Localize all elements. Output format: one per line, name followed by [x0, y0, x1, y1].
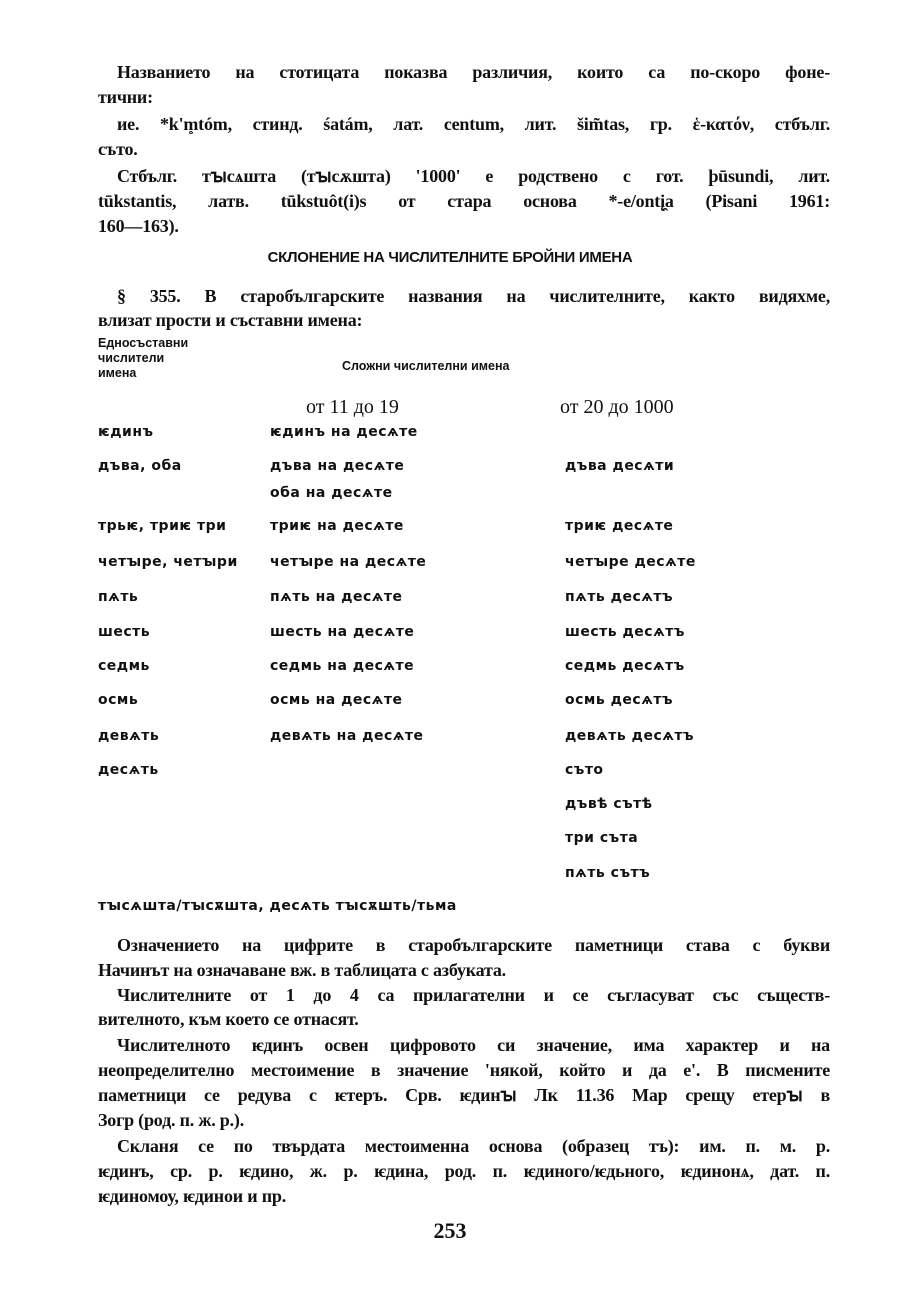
table-cell-col3: седмь десѧтъ	[565, 658, 685, 674]
table-cell-col1: трьѥ, триѥ три	[98, 518, 227, 534]
table-cell-col2: ѥдинъ на десѧте	[270, 424, 418, 440]
table-cell-col1: десѧть	[98, 762, 159, 778]
text-line: Скланя се по твърдата местоименна основа (образец тъ): им. п. м. р.	[117, 1136, 830, 1156]
text-line: Начинът на означаване вж. в таблицата с азбуката.	[98, 960, 506, 980]
text-line: вителното, към което се отнасят.	[98, 1009, 359, 1029]
text-line: влизат прости и съставни имена:	[98, 310, 363, 330]
text-line: Числителното ѥдинъ освен цифровото си значение, има характер и на	[117, 1035, 830, 1055]
table-cell-col1: дъва, оба	[98, 458, 182, 474]
text-line: 160—163).	[98, 216, 179, 236]
text-line: Зогр (род. п. ж. р.).	[98, 1110, 245, 1130]
table-cell-col3: осмь десѧтъ	[565, 692, 673, 708]
table-cell-col3: триѥ десѧте	[565, 518, 674, 534]
table-cell-col2: седмь на десѧте	[270, 658, 415, 674]
table-cell-col2: триѥ на десѧте	[270, 518, 404, 534]
table-cell-col2: осмь на десѧте	[270, 692, 403, 708]
page-number: 253	[433, 1218, 467, 1243]
table-cell-col1: седмь	[98, 658, 150, 674]
table-cell-col2: пѧть на десѧте	[270, 589, 403, 605]
compound-header: Сложни числителни имена	[342, 359, 510, 373]
section-heading: СКЛОНЕНИЕ НА ЧИСЛИТЕЛНИТЕ БРОЙНИ ИМЕНА	[267, 249, 633, 266]
table-cell-col2: оба на десѧте	[270, 485, 393, 501]
text-line: съто.	[98, 139, 138, 159]
table-cell-col3: пѧть сътъ	[565, 865, 651, 881]
table-cell-col3: три съта	[565, 830, 639, 846]
text-line: § 355. В старобългарските названия на числителните, както видяхме,	[117, 286, 830, 306]
table-cell-col3: съто	[565, 762, 604, 778]
table-cell-col3: дъва десѧти	[565, 458, 675, 474]
table-cell-col1: ѥдинъ	[98, 424, 154, 440]
col1-header-line: Едносъставни	[98, 336, 189, 350]
text-line: ие. *k'm̥tóm, стинд. śatám, лат. centum, лит. šim̃tas, гр. ἑ-κατόν, стбълг.	[117, 114, 830, 134]
table-cell-col2: дъва на десѧте	[270, 458, 405, 474]
text-line: тични:	[98, 87, 153, 107]
col1-header-line: числители	[98, 351, 165, 365]
text-line: ѥдинъ, ср. р. ѥдино, ж. р. ѥдина, род. п. ѥдиного/ѥдьного, ѥдинонѧ, дат. п.	[98, 1161, 830, 1181]
text-line: Стбълг. тꙑсѧшта (тꙑсѫшта) '1000' е родствено с гот. þūsundi, лит.	[117, 166, 830, 186]
table-cell-col2: шесть на десѧте	[270, 624, 415, 640]
table-cell-col1: осмь	[98, 692, 139, 708]
table-cell-col2: четꙑре на десѧте	[270, 554, 427, 570]
text-line: ѥдиномоу, ѥдинои и пр.	[98, 1186, 287, 1206]
text-line: tūkstantis, латв. tūkstuôt(i)s от стара основа *-e/ontį̯a (Pisani 1961:	[98, 191, 830, 211]
text-line: паметници се редува с ѥтеръ. Срв. ѥдинꙑ Лк 11.36 Мар срещу етерꙑ в	[98, 1085, 830, 1105]
table-footer: тꙑсѧшта/тꙑсѫшта, десѧть тꙑсѫшть/тьма	[98, 898, 457, 914]
table-cell-col1: девѧть	[98, 728, 160, 744]
text-line: Означението на цифрите в старобългарските паметници става с букви	[117, 935, 830, 955]
table-cell-col3: шесть десѧтъ	[565, 624, 685, 640]
col1-header-line: имена	[98, 366, 137, 380]
table-cell-col2: девѧть на десѧте	[270, 728, 424, 744]
text-line: Числителните от 1 до 4 са прилагателни и се съгласуват със съществ-	[117, 985, 830, 1005]
col3-header: от 20 до 1000	[560, 396, 674, 418]
table-cell-col3: дъвѣ сътѣ	[565, 796, 653, 812]
table-cell-col1: пѧть	[98, 589, 139, 605]
table-cell-col1: шесть	[98, 624, 151, 640]
text-line: неопределително местоимение в значение 'някой, който и да е'. В писмените	[98, 1060, 830, 1080]
table-cell-col3: пѧть десѧтъ	[565, 589, 674, 605]
table-cell-col3: девѧть десѧтъ	[565, 728, 695, 744]
col2-header: от 11 до 19	[306, 396, 399, 418]
table-cell-col3: четꙑре десѧте	[565, 554, 696, 570]
table-cell-col1: четꙑре, четꙑри	[98, 554, 238, 570]
text-line: Названието на стотицата показва различия, които са по-скоро фоне-	[117, 62, 830, 82]
